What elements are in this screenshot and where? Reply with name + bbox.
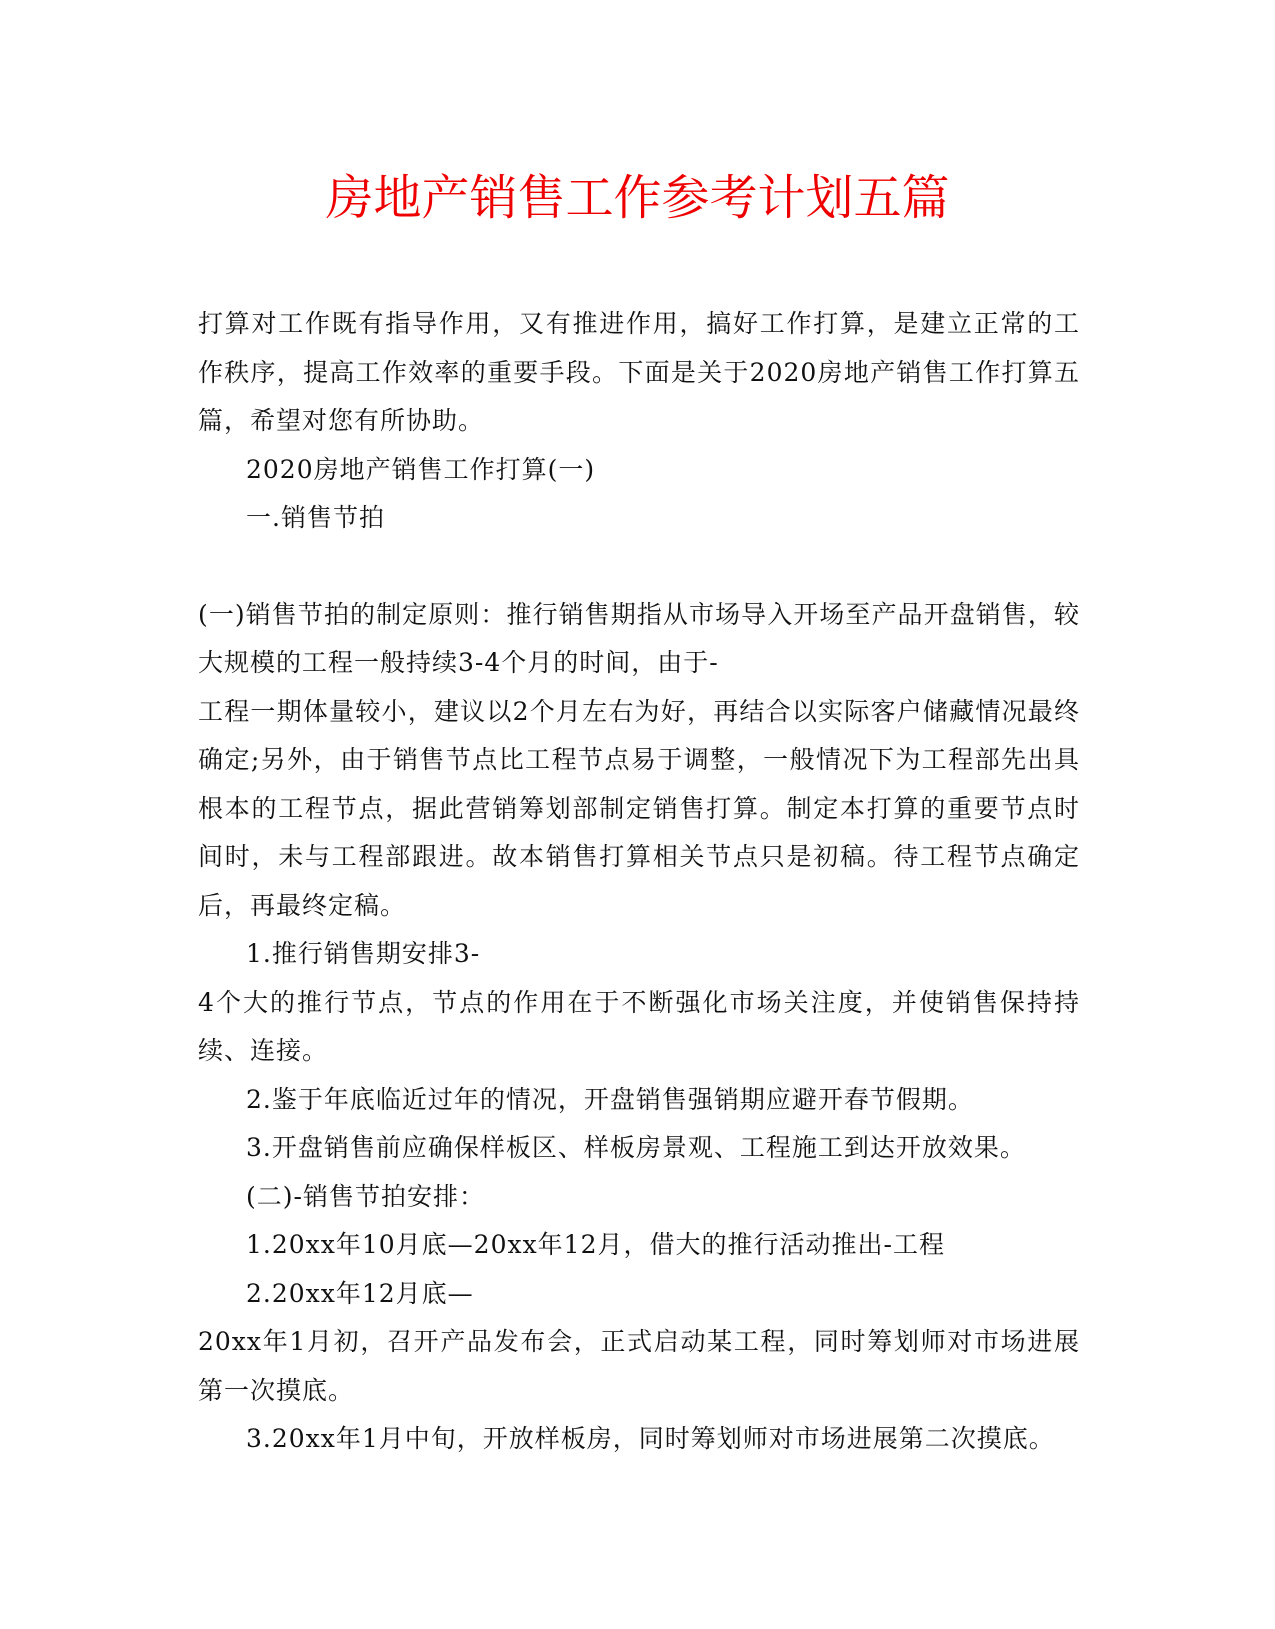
document-body [198, 300, 1080, 1464]
body-paragraph: 20xx年1月初，召开产品发布会，正式启动某工程，同时筹划师对市场进展第一次摸底。 [198, 1327, 1080, 1405]
body-paragraph: 4个大的推行节点，节点的作用在于不断强化市场关注度，并使销售保持持续、连接。 [198, 987, 1080, 1065]
section-heading: 2020房地产销售工作打算(一) [246, 454, 596, 484]
subsection-heading: (二)-销售节拍安排： [246, 1181, 485, 1211]
list-item: 1.推行销售期安排3- [246, 939, 481, 968]
blank-spacer [198, 543, 1080, 591]
intro-paragraph: 打算对工作既有指导作用，又有推进作用，搞好工作打算，是建立正常的工作秩序，提高工作效率的重要手段。下面是关于2020房地产销售工作打算五篇，希望对您有所协助。 [198, 309, 1080, 435]
list-item: 2.20xx年12月底— [246, 1278, 474, 1308]
body-paragraph: 工程一期体量较小，建议以2个月左右为好，再结合以实际客户储藏情况最终确定;另外，由于销售节点比工程节点易于调整，一般情况下为工程部先出具根本的工程节点，据此营销筹划部制定销售打算。制定本打算的重要节点时间时，未与工程部跟进。故本销售打算相关节点只是初稿。待工程节点确定后，再最终定稿。 [198, 696, 1080, 920]
list-item: 3.开盘销售前应确保样板区、样板房景观、工程施工到达开放效果。 [246, 1133, 1026, 1162]
body-paragraph: (一)销售节拍的制定原则：推行销售期指从市场导入开场至产品开盘销售，较大规模的工程一般持续3-4个月的时间，由于- [198, 599, 1080, 677]
subsection-heading: 一.销售节拍 [246, 503, 385, 532]
list-item: 1.20xx年10月底—20xx年12月，借大的推行活动推出-工程 [246, 1230, 945, 1259]
list-item: 3.20xx年1月中旬，开放样板房，同时筹划师对市场进展第二次摸底。 [246, 1424, 1055, 1453]
document-title: 房地产销售工作参考计划五篇 [325, 170, 950, 226]
list-item: 2.鉴于年底临近过年的情况，开盘销售强销期应避开春节假期。 [246, 1084, 974, 1114]
